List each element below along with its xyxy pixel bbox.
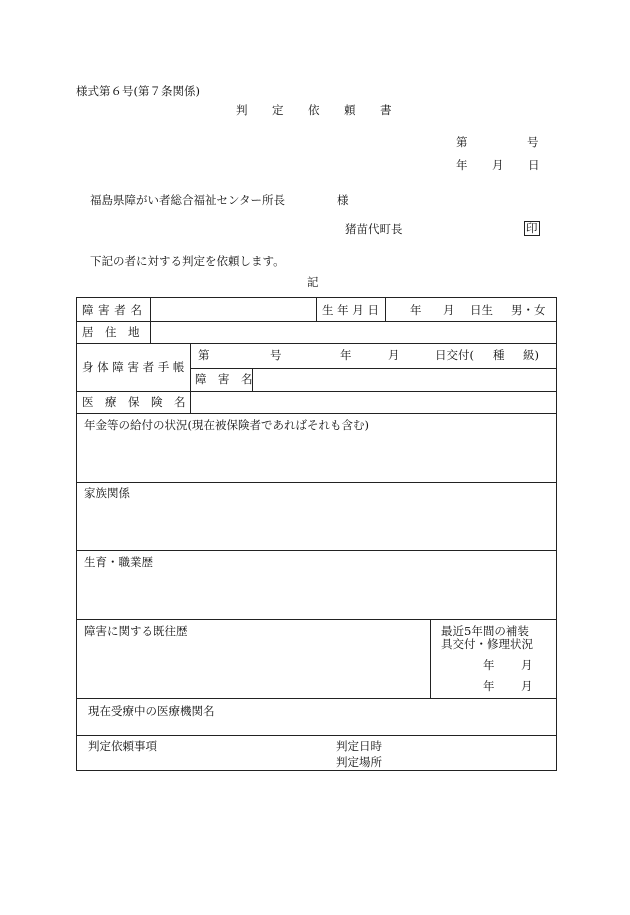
addressee-honorific: 様 xyxy=(337,193,349,207)
addressee: 福島県障がい者総合福祉センター所長 xyxy=(90,193,286,207)
aids-label-line2: 具交付・修理状況 xyxy=(441,637,533,651)
row-divider xyxy=(77,550,557,551)
birth-day: 日生 xyxy=(470,303,493,317)
col-divider xyxy=(430,619,431,698)
birth-month: 月 xyxy=(443,303,455,317)
seal-text: 印 xyxy=(526,221,538,235)
handbook-issue: 日交付( xyxy=(435,348,474,362)
gender-choice: 男・女 xyxy=(511,303,546,317)
birth-year: 年 xyxy=(410,303,422,317)
family-label: 家族関係 xyxy=(84,486,130,500)
date-month: 月 xyxy=(492,158,504,172)
col-divider xyxy=(150,298,151,321)
row-divider xyxy=(77,343,557,344)
aids-year-1: 年 xyxy=(483,658,495,672)
row-divider xyxy=(77,391,557,392)
doc-number-prefix: 第 xyxy=(456,135,468,149)
row-divider xyxy=(77,698,557,699)
birthdate-label: 生 年 月 日 xyxy=(322,303,379,317)
request-form-table xyxy=(76,297,557,771)
request-items-label: 判定依頼事項 xyxy=(88,739,157,753)
aids-month-1: 月 xyxy=(521,658,533,672)
row-divider xyxy=(190,368,557,369)
handbook-no-prefix: 第 xyxy=(198,348,210,362)
form-number: 様式第６号(第７条関係) xyxy=(76,84,200,98)
handbook-label: 身 体 障 害 者 手 帳 xyxy=(82,360,185,374)
sender-name: 猪苗代町長 xyxy=(345,222,403,236)
aids-year-2: 年 xyxy=(483,679,495,693)
col-divider xyxy=(190,343,191,413)
doc-number-suffix: 号 xyxy=(527,135,539,149)
row-divider xyxy=(77,735,557,736)
aids-label-line1: 最近5年間の補装 xyxy=(441,624,529,638)
judgment-place-label: 判定場所 xyxy=(336,755,382,769)
row-divider xyxy=(77,619,557,620)
col-divider xyxy=(150,321,151,343)
medical-institution-label: 現在受療中の医療機関名 xyxy=(88,704,215,718)
intro-text: 下記の者に対する判定を依頼します。 xyxy=(90,254,285,268)
name-label: 障 害 者 名 xyxy=(82,303,143,317)
row-divider xyxy=(77,413,557,414)
ki-heading: 記 xyxy=(307,275,319,289)
handbook-no-suffix: 号 xyxy=(270,348,282,362)
col-divider xyxy=(385,298,386,321)
handbook-year: 年 xyxy=(340,348,352,362)
handbook-grade-suffix: 級) xyxy=(523,348,539,362)
upbringing-label: 生育・職業歴 xyxy=(84,555,153,569)
aids-month-2: 月 xyxy=(521,679,533,693)
insurance-label: 医 療 保 険 名 xyxy=(82,395,186,409)
date-day: 日 xyxy=(528,158,540,172)
document-title: 判 定 依 頼 書 xyxy=(236,103,392,117)
seal-mark xyxy=(524,221,540,236)
disability-name-label: 障 害 名 xyxy=(195,372,253,386)
history-label: 障害に関する既往歴 xyxy=(84,624,188,638)
date-year: 年 xyxy=(456,158,468,172)
handbook-grade: 種 xyxy=(493,348,505,362)
row-divider xyxy=(77,321,557,322)
judgment-datetime-label: 判定日時 xyxy=(336,739,382,753)
col-divider xyxy=(316,298,317,321)
pension-label: 年金等の給付の状況(現在被保険者であればそれも含む) xyxy=(84,418,369,432)
handbook-month: 月 xyxy=(388,348,400,362)
row-divider xyxy=(77,482,557,483)
address-label: 居 住 地 xyxy=(82,325,140,339)
